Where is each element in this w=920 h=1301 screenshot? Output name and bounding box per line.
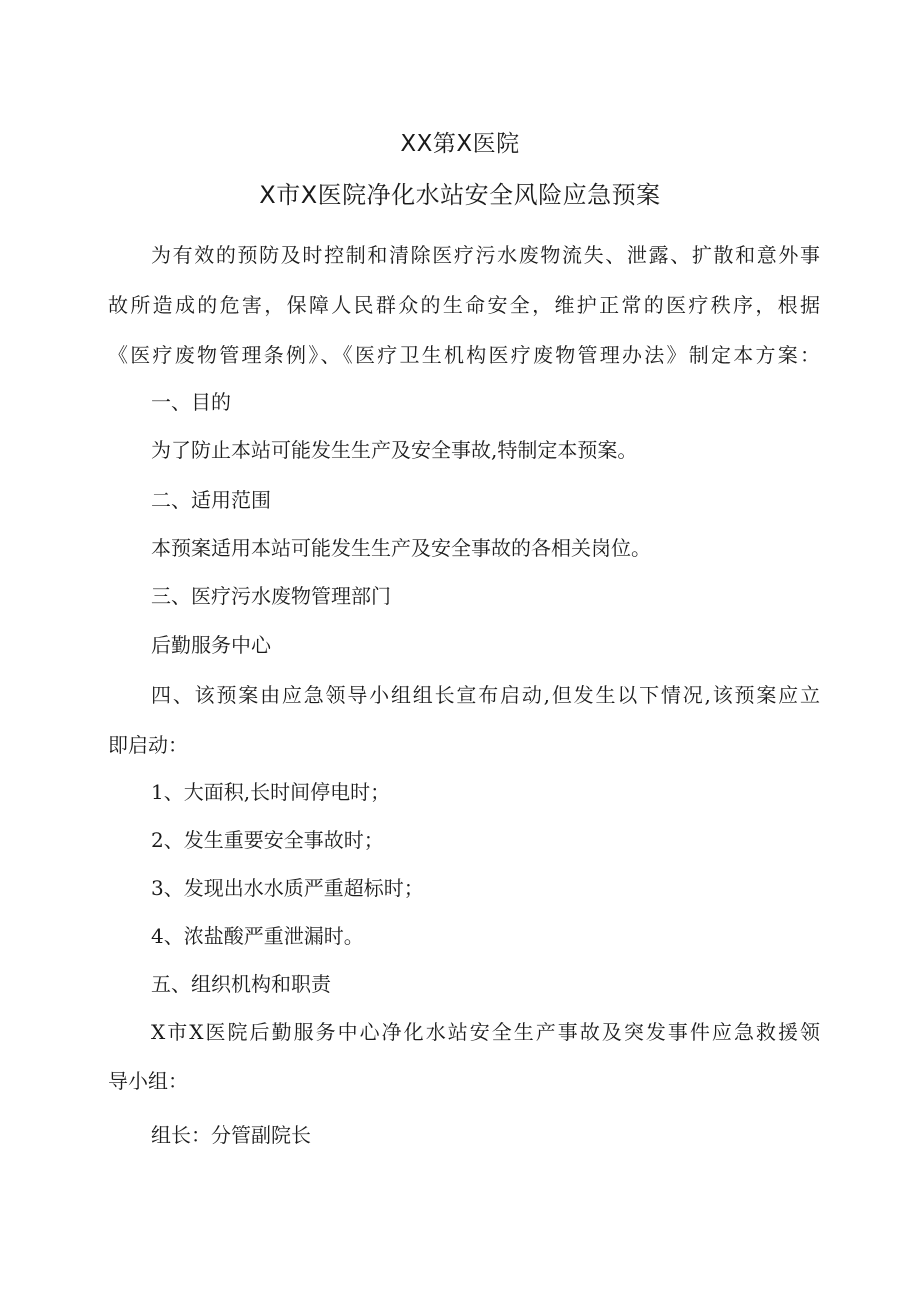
list-item: 3、发现出水水质严重超标时； xyxy=(151,876,424,900)
section-body-organization-line-1: X市X医院后勤服务中心净化水站安全生产事故及突发事件应急救援领 xyxy=(151,1020,820,1044)
intro-line-1: 为有效的预防及时控制和清除医疗污水废物流失、泄露、扩散和意外事 xyxy=(151,243,820,267)
list-item: 4、浓盐酸严重泄漏时。 xyxy=(151,924,364,948)
intro-line-3: 《医疗废物管理条例》、《医疗卫生机构医疗废物管理办法》制定本方案： xyxy=(108,343,820,367)
section-heading-activation-line-2: 即启动： xyxy=(108,733,188,757)
section-body-department: 后勤服务中心 xyxy=(151,633,271,657)
section-heading-purpose: 一、目的 xyxy=(151,390,231,414)
document-title: X市X医院净化水站安全风险应急预案 xyxy=(259,181,661,209)
section-body-purpose: 为了防止本站可能发生生产及安全事故,特制定本预案。 xyxy=(151,438,638,462)
list-item: 1、大面积,长时间停电时； xyxy=(151,780,391,804)
section-heading-scope: 二、适用范围 xyxy=(151,488,271,512)
section-heading-activation-line-1: 四、该预案由应急领导小组组长宣布启动,但发生以下情况,该预案应立 xyxy=(151,683,820,707)
org-name: XX第X医院 xyxy=(400,131,520,157)
section-body-scope: 本预案适用本站可能发生生产及安全事故的各相关岗位。 xyxy=(151,536,651,560)
section-heading-department: 三、医疗污水废物管理部门 xyxy=(151,584,391,608)
list-item: 2、发生重要安全事故时； xyxy=(151,828,384,852)
intro-line-2: 故所造成的危害，保障人民群众的生命安全，维护正常的医疗秩序，根据 xyxy=(108,293,820,317)
section-heading-organization: 五、组织机构和职责 xyxy=(151,972,331,996)
section-body-organization-line-2: 导小组： xyxy=(108,1069,188,1093)
leader-line: 组长：分管副院长 xyxy=(151,1123,311,1147)
